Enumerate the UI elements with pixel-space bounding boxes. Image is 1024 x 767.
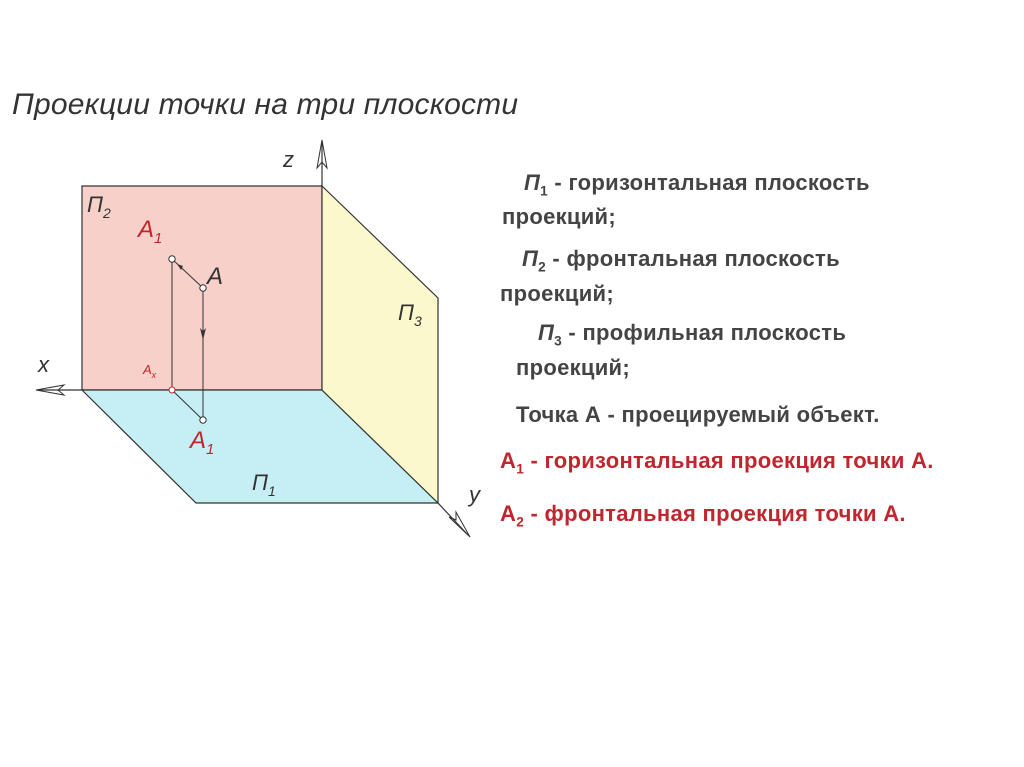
y-axis-label: y [469, 482, 480, 507]
label-p1: $П_1$ [252, 470, 276, 499]
legend-a1-symbol: А [500, 448, 517, 473]
label-Ax: $A_x$ [143, 362, 157, 380]
label-A1-upper: $A_1$ [138, 216, 163, 247]
legend-p2-symbol: П [522, 246, 539, 271]
legend-p2-text: - фронтальная плоскость [546, 246, 840, 271]
legend-p3-text: - профильная плоскость [562, 320, 847, 345]
point-A-lower [200, 417, 206, 423]
legend-p1-index: 1 [540, 183, 549, 199]
legend-p3-symbol: П [538, 320, 555, 345]
legend-a1-text: - горизонтальная проекция точки А. [524, 448, 934, 473]
legend-a2-index: 2 [516, 514, 525, 530]
legend-p3-index: 3 [554, 333, 563, 349]
point-Ax [169, 387, 175, 393]
label-A1-lower: $A_1$ [190, 427, 215, 458]
x-axis-label: x [38, 352, 49, 377]
z-axis-label: z [283, 147, 294, 172]
legend-p2-index: 2 [538, 259, 547, 275]
point-A-upper [169, 256, 175, 262]
label-p2: $П_2$ [87, 192, 111, 221]
legend-p3-continuation: проекций; [516, 355, 631, 380]
legend-p1-symbol: П [524, 170, 541, 195]
label-p3: $П_3$ [398, 300, 422, 329]
legend-p1-text: - горизонтальная плоскость [548, 170, 870, 195]
legend-p1-continuation: проекций; [502, 204, 617, 229]
legend-a2-text: - фронтальная проекция точки А. [524, 501, 906, 526]
legend-p2-continuation: проекций; [500, 281, 615, 306]
point-A [200, 285, 206, 291]
legend-a2-symbol: А [500, 501, 517, 526]
legend-point-a: Точка А - проецируемый объект. [516, 402, 880, 427]
label-A: A [207, 263, 224, 290]
legend-a1-index: 1 [516, 461, 525, 477]
slide-title: Проекции точки на три плоскости [12, 88, 519, 121]
